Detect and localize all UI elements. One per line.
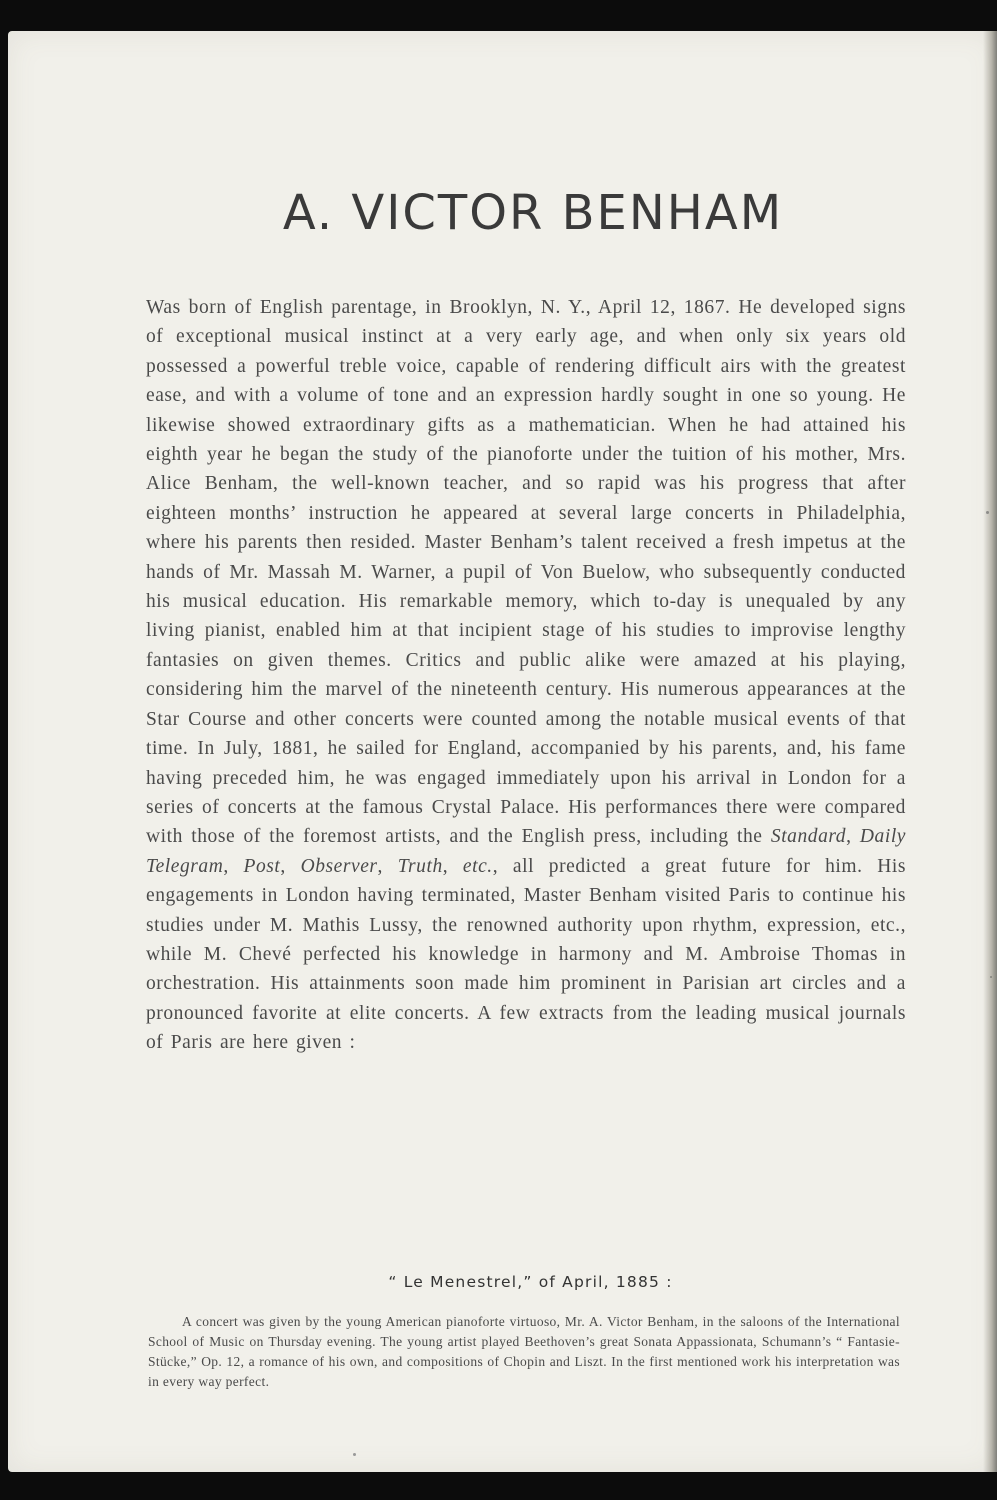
newspaper-truth: Truth — [397, 855, 443, 877]
page-title: A. VICTOR BENHAM — [282, 185, 784, 241]
biography-text-part-1: Was born of English parentage, in Brooklyn, N. Y., April 12, 1867. He developed signs of exceptional musical instinct at a very early age, and when only six years old possessed a powerful treble voice, capable of rendering difficult airs with the greatest ease, and with a volume of tone and an expression hardly sought in one so young. He likewise showed extraordinary gifts as a mathematician. When he had attained his eighth year he began the study of the pianoforte under the tuition of his mother, Mrs. Alice Benham, the well-known teacher, and so rapid was his progress that after eighteen months’ instruction he appeared at several large concerts in Philadelphia, where his parents then resided. Master Benham’s talent received a fresh impetus at the hands of Mr. Massah M. Warner, a pupil of Von Buelow, who subsequently conducted his musical education. His remarkable memory, which to-day is unequaled by any living pianist, enabled him at that incipient stage of his studies to improvise lengthy fantasies on given themes. Critics and public alike were amazed at his playing, considering him the marvel of the nineteenth century. His numerous appearances at the Star Course and other concerts were counted among the notable musical events of that time. In July, 1881, he sailed for England, accompanied by his parents, and, his fame having preceded him, he was engaged immediately upon his arrival in London for a series of concerts at the famous Crystal Palace. His performances there were compared with those of the foremost artists, and the English press, including the — [146, 297, 906, 848]
newspaper-etc: etc. — [462, 855, 493, 877]
biography-text-part-2: all predicted a great future for him. His engagements in London having terminated, Master Benham visited Paris to continue his studies under M. Mathis Lussy, the renowned authority upon rhythm, expression, etc., while M. Chevé perfected his knowledge in harmony and M. Ambroise Thomas in orchestration. His attainments soon made him prominent in Parisian art circles and a pronounced favorite at elite concerts. A few extracts from the leading musical journals of Paris are here given : — [146, 855, 907, 1054]
newspaper-post: Post — [243, 855, 281, 877]
biography-paragraph: Was born of English parentage, in Brooklyn, N. Y., April 12, 1867. He developed signs of exceptional musical instinct at a very early age, and when only six years old possessed a powerful treble voice, capable of rendering difficult airs with the greatest ease, and with a volume of tone and an expression hardly sought in one so young. He likewise showed extraordinary gifts as a mathematician. When he had attained his eighth year he began the study of the pianoforte under the tuition of his mother, Mrs. Alice Benham, the well-known teacher, and so rapid was his progress that after eighteen months’ instruction he appeared at several large concerts in Philadelphia, where his parents then resided. Master Benham’s talent received a fresh impetus at the hands of Mr. Massah M. Warner, a pupil of Von Buelow, who subsequently conducted his musical education. His remarkable memory, which to-day is unequaled by any living pianist, enabled him at that incipient stage of his studies to improvise lengthy fantasies on given themes. Critics and public alike were amazed at his playing, considering him the marvel of the nineteenth century. His numerous appearances at the Star Course and other concerts were counted among the notable musical events of that time. In July, 1881, he sailed for England, accompanied by his parents, and, his fame having preceded him, he was engaged immediately upon his arrival in London for a series of concerts at the famous Crystal Palace. His performances there were compared with those of the foremost artists, and the English press, including the Standard, Daily Telegram, Post, Observer, Truth, etc., all predicted a great future for him. His engagements in London having terminated, Master Benham visited Paris to continue his studies under M. Mathis Lussy, the renowned authority upon rhythm, expression, etc., while M. Chevé perfected his knowledge in harmony and M. Ambroise Thomas in orchestration. His attainments soon made him prominent in Parisian art circles and a pronounced favorite at elite concerts. A few extracts from the leading musical journals of Paris are here given : — [146, 297, 907, 1054]
paper-speck — [990, 976, 992, 978]
newspaper-observer: Observer — [300, 855, 378, 877]
newspaper-daily-telegram: Daily Telegram — [146, 826, 906, 877]
newspaper-standard: Standard — [770, 826, 847, 848]
paper-speck — [986, 511, 989, 514]
quote-heading: “ Le Menestrel,” of April, 1885 : — [388, 1273, 673, 1291]
document-page — [8, 31, 997, 1472]
paper-speck — [353, 1453, 356, 1456]
quote-text: A concert was given by the young American pianoforte virtuoso, Mr. A. Victor Benham, in the saloons of the International School of Music on Thursday evening. The young artist played Beethoven’s great Sonata Appassionata, Schumann’s “ Fantasie-Stücke,” Op. 12, a romance of his own, and compositions of Chopin and Liszt. In the first mentioned work his interpretation was in every way perfect. — [148, 1314, 900, 1389]
